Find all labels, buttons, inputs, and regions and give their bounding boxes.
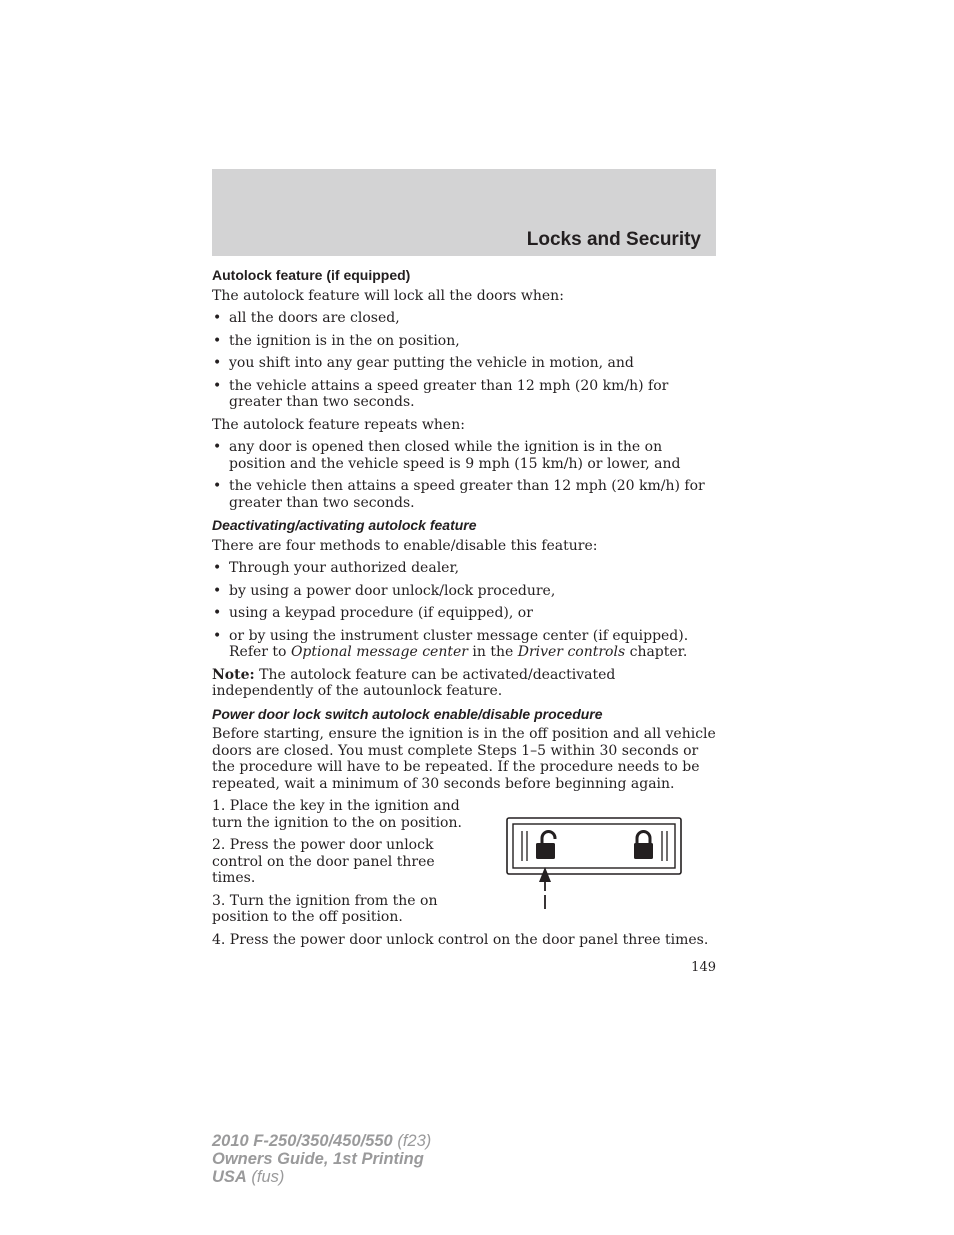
list-item: • the vehicle then attains a speed greater than 12 mph (20 km/h) for greater than two seconds. [212, 478, 716, 511]
step: 3. Turn the ignition from the on position to the off position. [212, 892, 438, 925]
page-number: 149 [691, 960, 716, 975]
bullet-text: in the [467, 644, 518, 660]
heading-procedure: Power door lock switch autolock enable/disable procedure [212, 705, 603, 722]
section-title: Locks and Security [526, 229, 701, 250]
autolock-repeat-intro: The autolock feature repeats when: [212, 416, 465, 433]
autolock-repeat-list [212, 439, 716, 511]
list-item: • Through your authorized dealer, [212, 560, 716, 577]
list-item: • you shift into any gear putting the vehicle in motion, and [212, 355, 716, 372]
list-item: • the ignition is in the on position, [212, 333, 716, 350]
step: 4. Press the power door unlock control on the door panel three times. [212, 931, 709, 948]
note [212, 667, 716, 700]
section-header-band [212, 169, 716, 256]
list-item: • the vehicle attains a speed greater than 12 mph (20 km/h) for greater than two seconds. [212, 378, 716, 411]
footer [212, 1132, 431, 1186]
bullet-text: chapter. [625, 644, 688, 660]
note-text: The autolock feature can be activated/deactivated independently of the autounlock feature. [212, 666, 616, 699]
list-item: • all the doors are closed, [212, 310, 716, 327]
procedure-steps [212, 798, 462, 926]
footer-line: Owners Guide, 1st Printing [212, 1150, 424, 1168]
footer-line [212, 1168, 431, 1186]
heading-deactivating: Deactivating/activating autolock feature [212, 517, 477, 533]
footer-line [212, 1132, 431, 1150]
deactivating-list [212, 560, 716, 661]
autolock-list [212, 310, 716, 411]
heading-autolock: Autolock feature (if equipped) [212, 267, 411, 283]
list-item: • by using a power door unlock/lock procedure, [212, 583, 716, 600]
step: 1. Place the key in the ignition and turn the ignition to the on position. [212, 798, 462, 831]
footer-code: (f23) [392, 1132, 432, 1150]
footer-region-code: (fus) [246, 1168, 285, 1186]
step: 2. Press the power door unlock control on the door panel three times. [212, 837, 435, 886]
note-label: Note: [212, 666, 255, 683]
xref-driver-controls: Driver controls [517, 644, 626, 660]
footer-region: USA [212, 1168, 247, 1186]
procedure-intro: Before starting, ensure the ignition is in the off position and all vehicle doors are closed. You must complete Steps 1–5 within 30 seconds or the procedure will have to be repeated. If the procedure needs to be repeated, wait a minimum of 30 seconds before beginning again. [212, 726, 716, 792]
xref-message-center: Optional message center [290, 644, 468, 660]
autolock-intro: The autolock feature will lock all the doors when: [212, 287, 564, 304]
list-item: • using a keypad procedure (if equipped), or [212, 605, 716, 622]
footer-model: 2010 F-250/350/450/550 [212, 1132, 393, 1150]
door-lock-switch-figure [506, 817, 683, 913]
list-item: • any door is opened then closed while the ignition is in the on position and the vehicle speed is 9 mph (15 km/h) or lower, and [212, 439, 716, 472]
list-item [212, 628, 716, 661]
deactivating-intro: There are four methods to enable/disable this feature: [212, 537, 598, 554]
bullet-text: or by using the instrument cluster message center (if equipped). Refer to [229, 627, 689, 660]
door-lock-switch-illustration [506, 817, 683, 913]
